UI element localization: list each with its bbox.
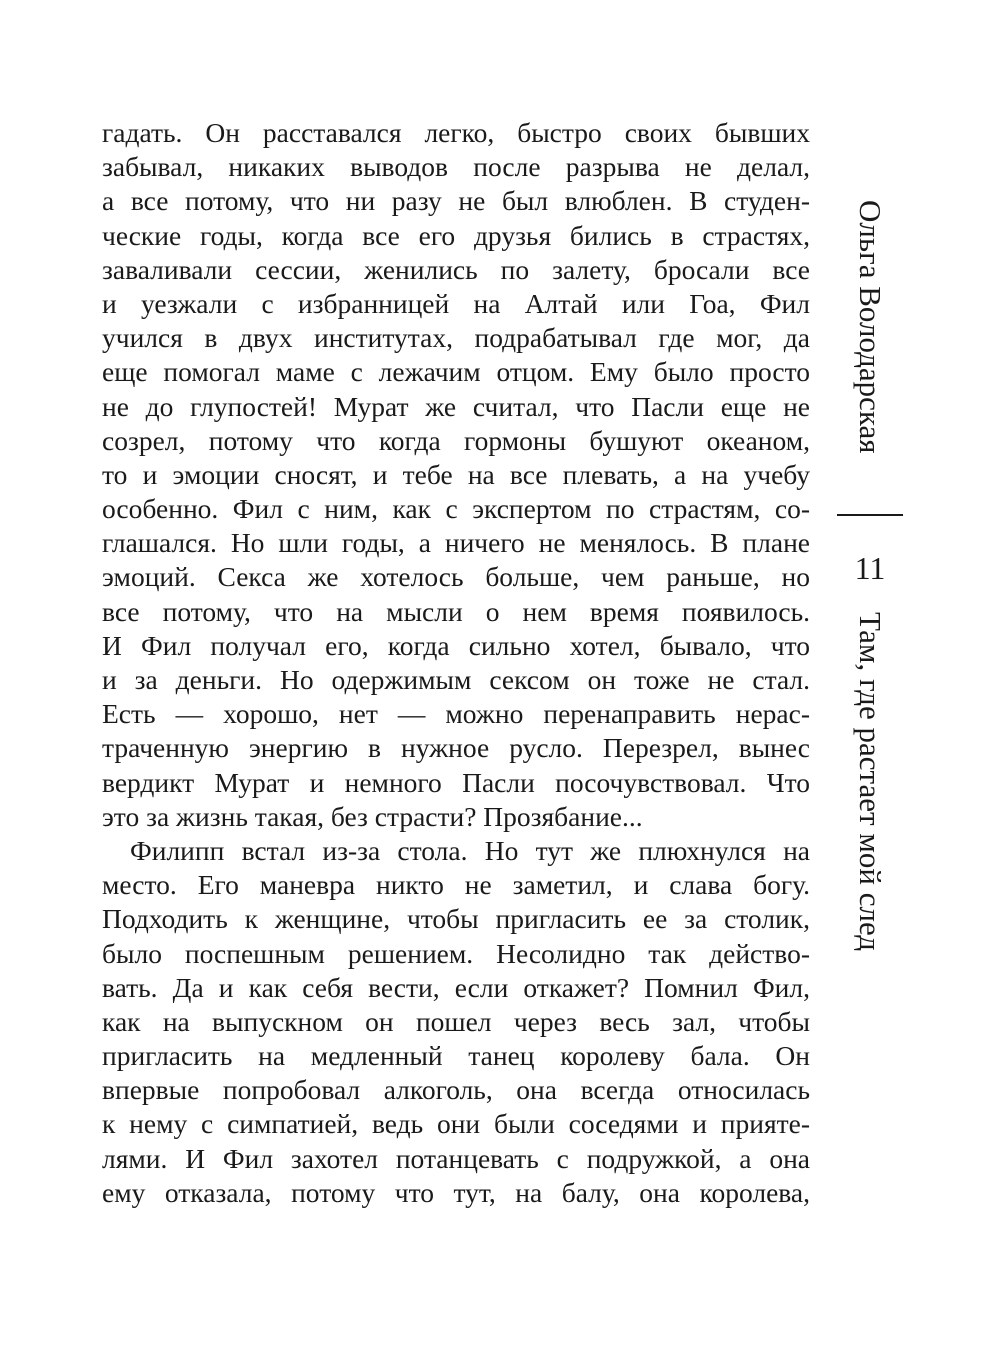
text-line: заваливали сессии, женились по залету, бросали все	[102, 253, 810, 285]
text-line: то и эмоции сносят, и тебе на все плевать, а на учебу	[102, 458, 810, 490]
divider-rule	[837, 514, 903, 516]
body-text	[102, 116, 810, 1210]
text-line: а все потому, что ни разу не был влюблен. В студен-	[102, 185, 810, 217]
text-line: И Фил получал его, когда сильно хотел, бывало, что	[102, 629, 810, 661]
text-line: гадать. Он расставался легко, быстро своих бывших	[102, 117, 810, 148]
text-line: не до глупостей! Мурат же считал, что Пасли еще не	[102, 390, 810, 422]
text-line: и уезжали с избранницей на Алтай или Гоа, Фил	[102, 287, 810, 319]
text-line: вердикт Мурат и немного Пасли посочувствовал. Что	[102, 766, 810, 798]
text-line: к нему с симпатией, ведь они были соседями и прияте-	[102, 1108, 810, 1140]
text-line: глашался. Но шли годы, а ничего не менялось. В плане	[102, 527, 810, 559]
text-line: особенно. Фил с ним, как с экспертом по страстям, со-	[102, 493, 810, 525]
text-line: траченную энергию в нужное русло. Перезрел, вынес	[102, 732, 810, 764]
text-line: как на выпускном он пошел через весь зал, чтобы	[102, 1005, 810, 1037]
text-line: было поспешным решением. Несолидно так действо-	[102, 937, 810, 969]
text-line: вать. Да и как себя вести, если откажет? Помнил Фил,	[102, 971, 810, 1003]
paragraph-first-line: Филипп встал из-за стола. Но тут же плюхнулся на	[130, 834, 810, 866]
text-line: Есть — хорошо, нет — можно перенаправить нерас-	[102, 698, 810, 730]
text-line: впервые попробовал алкоголь, она всегда относилась	[102, 1074, 810, 1106]
text-line: это за жизнь такая, без страсти? Прозябание...	[102, 800, 643, 832]
text-line: учился в двух институтах, подрабатывал где мог, да	[102, 322, 810, 354]
page-number: 11	[854, 550, 886, 586]
text-line: ческие годы, когда все его друзья бились в страстях,	[102, 219, 810, 251]
book-title: Там, где растает мой след	[853, 612, 888, 952]
running-head	[830, 0, 910, 1346]
text-line: и за деньги. Но одержимым сексом он тоже не стал.	[102, 664, 810, 695]
text-line: еще помогал маме с лежачим отцом. Ему было просто	[102, 356, 810, 388]
text-line: Подходить к женщине, чтобы пригласить ее за столик,	[102, 903, 810, 935]
text-line: пригласить на медленный танец королеву бала. Он	[102, 1040, 810, 1072]
text-line: все потому, что на мысли о нем время появилось.	[102, 595, 810, 627]
text-line: забывал, никаких выводов после разрыва не делал,	[102, 151, 810, 183]
text-line: лями. И Фил захотел потанцевать с подружкой, а она	[102, 1142, 810, 1174]
text-line: место. Его маневра никто не заметил, и слава богу.	[102, 869, 810, 901]
text-line: эмоций. Секса же хотелось больше, чем раньше, но	[102, 561, 810, 593]
text-line: созрел, потому что когда гормоны бушуют океаном,	[102, 424, 810, 456]
author-name: Ольга Володарская	[853, 200, 888, 454]
text-line: ему отказала, потому что тут, на балу, она королева,	[102, 1176, 810, 1208]
